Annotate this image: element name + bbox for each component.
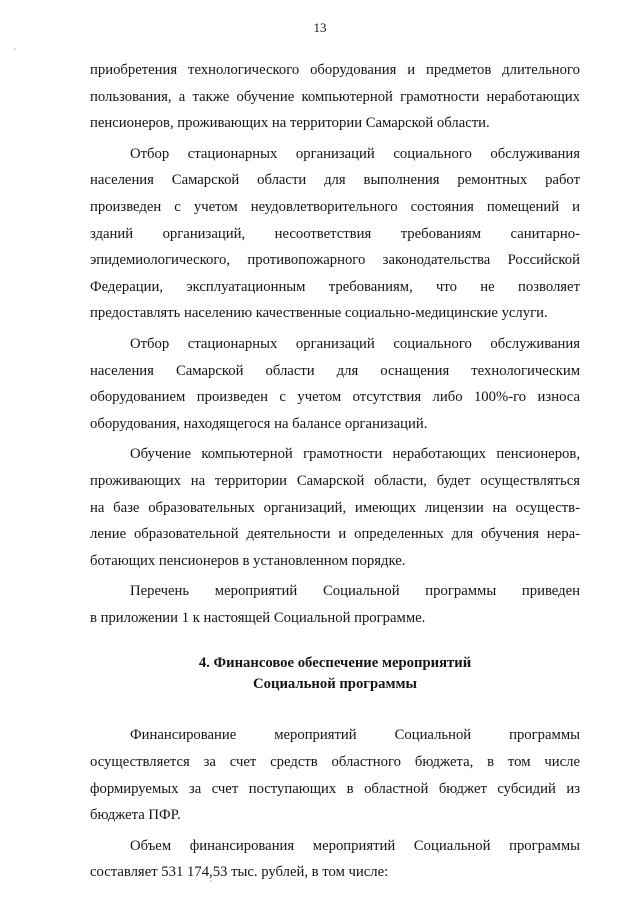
text-line: населения Самарской области для выполнения ремонтных работ bbox=[90, 172, 580, 189]
paragraph-repair-selection bbox=[90, 141, 580, 327]
text-line: ление образовательной деятельности и определенных для обучения нера- bbox=[90, 526, 580, 543]
text-line: на базе образовательных организаций, имеющих лицензии на осуществ- bbox=[90, 499, 580, 516]
text-line: оборудованием произведен с учетом отсутствия либо 100%-го износа bbox=[90, 389, 580, 406]
text-line: Отбор стационарных организаций социального обслуживания bbox=[130, 145, 580, 162]
text-line: предоставлять населению качественные социально-медицинские услуги. bbox=[90, 305, 548, 322]
text-line: осуществляется за счет средств областного бюджета, в том числе bbox=[90, 754, 580, 771]
paragraph-equipment-selection bbox=[90, 331, 580, 437]
text-line: в приложении 1 к настоящей Социальной программе. bbox=[90, 609, 426, 626]
text-line: Обучение компьютерной грамотности неработающих пенсионеров, bbox=[130, 446, 580, 463]
paragraph-financing-volume bbox=[90, 833, 580, 886]
text-line: бюджета ПФР. bbox=[90, 807, 181, 824]
text-line: ботающих пенсионеров в установленном порядке. bbox=[90, 552, 406, 569]
text-line: населения Самарской области для оснащения технологическим bbox=[90, 362, 580, 379]
text-line: оборудования, находящегося на балансе организаций. bbox=[90, 415, 428, 432]
text-line: Финансирование мероприятий Социальной программы bbox=[130, 727, 580, 744]
document-body bbox=[90, 57, 580, 886]
text-line: эпидемиологического, противопожарного законодательства Российской bbox=[90, 252, 580, 269]
text-line: произведен с учетом неудовлетворительного состояния помещений и bbox=[90, 198, 580, 215]
page-number: 13 bbox=[313, 20, 327, 35]
paragraph-computer-training bbox=[90, 441, 580, 574]
text-line: приобретения технологического оборудования и предметов длительного bbox=[90, 62, 580, 78]
scan-mark bbox=[210, 880, 212, 882]
text-line: формируемых за счет поступающих в областной бюджет субсидий из bbox=[90, 780, 580, 797]
text-line: Отбор стационарных организаций социального обслуживания bbox=[130, 335, 580, 352]
paragraph-financing-source bbox=[90, 722, 580, 828]
text-line: составляет 531 174,53 тыс. рублей, в том числе: bbox=[90, 864, 389, 881]
text-line: пенсионеров, проживающих на территории Самарской области. bbox=[90, 115, 490, 132]
text-line: Федерации, эксплуатационным требованиям, что не позволяет bbox=[90, 278, 580, 295]
text-line: пользования, а также обучение компьютерной грамотности неработающих bbox=[90, 88, 580, 105]
scan-mark bbox=[14, 48, 16, 50]
section-heading-line: 4. Финансовое обеспечение мероприятий bbox=[198, 655, 472, 672]
paragraph-equipment-purchase bbox=[90, 57, 580, 137]
text-line: Перечень мероприятий Социальной программы приведен bbox=[130, 583, 580, 600]
text-line: зданий организаций, несоответствия требованиям санитарно- bbox=[90, 225, 580, 242]
section-heading-line: Социальной программы bbox=[253, 676, 417, 693]
text-line: Объем финансирования мероприятий Социальной программы bbox=[130, 837, 580, 854]
section-heading bbox=[90, 653, 580, 695]
paragraph-activities-list bbox=[90, 578, 580, 631]
text-line: проживающих на территории Самарской области, будет осуществляться bbox=[90, 472, 580, 489]
